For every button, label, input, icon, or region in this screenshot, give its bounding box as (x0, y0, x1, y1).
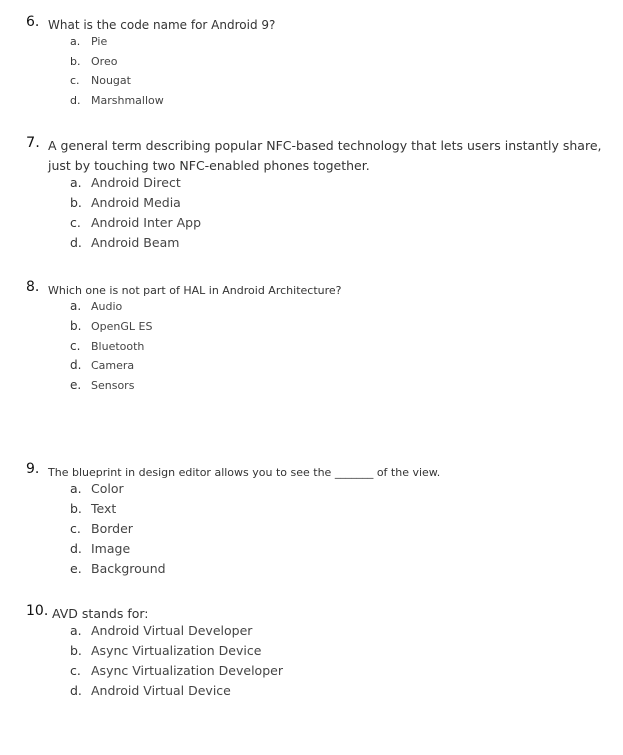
option-letter: c. (70, 74, 80, 87)
option-letter: d. (70, 235, 82, 250)
option-b (0, 54, 623, 74)
question-text: A general term describing popular NFC-based technology that lets users instantly share, just by touching two NFC-enabled phones together. (48, 138, 602, 173)
option-a (0, 481, 623, 501)
option-text: Camera (91, 359, 135, 373)
option-e (0, 561, 623, 581)
question-number: 7. (26, 135, 40, 151)
option-text: Pie (91, 35, 108, 48)
option-letter: a. (70, 481, 82, 496)
option-b (0, 501, 623, 521)
option-letter: c. (70, 215, 81, 230)
option-letter: c. (70, 521, 81, 536)
question-text: Which one is not part of HAL in Android Architecture? (48, 284, 342, 297)
option-letter: b. (70, 501, 82, 516)
option-text: Bluetooth (91, 339, 145, 353)
option-letter: a. (70, 299, 82, 313)
option-list (0, 481, 623, 581)
option-letter: e. (70, 378, 82, 393)
option-text: Border (91, 521, 133, 536)
question-number: 8. (26, 279, 40, 295)
question-stem (0, 14, 623, 34)
option-d (0, 93, 623, 113)
question-10 (0, 603, 623, 703)
option-letter: b. (70, 643, 82, 658)
question-number: 9. (26, 461, 40, 477)
option-letter: b. (70, 195, 82, 210)
option-c (0, 663, 623, 683)
option-text: Android Direct (91, 175, 181, 190)
option-list (0, 623, 623, 703)
question-stem (0, 135, 623, 175)
option-c (0, 521, 623, 541)
option-text: Android Virtual Developer (91, 623, 253, 638)
option-letter: e. (70, 561, 82, 576)
option-letter: c. (70, 663, 81, 678)
option-text: Async Virtualization Device (91, 643, 262, 658)
option-text: Sensors (91, 379, 135, 393)
option-d (0, 541, 623, 561)
option-b (0, 319, 623, 339)
question-text: What is the code name for Android 9? (48, 18, 276, 32)
option-text: Background (91, 561, 166, 576)
option-text: Android Virtual Device (91, 683, 231, 698)
option-text: Oreo (91, 54, 118, 68)
option-text: Color (91, 481, 124, 496)
option-d (0, 235, 623, 255)
option-text: Image (91, 541, 131, 556)
option-a (0, 34, 623, 54)
option-d (0, 358, 623, 378)
option-text: Marshmallow (91, 93, 164, 107)
option-b (0, 195, 623, 215)
option-text: Android Beam (91, 235, 180, 250)
question-text: AVD stands for: (52, 606, 149, 621)
option-list (0, 34, 623, 112)
option-letter: a. (70, 623, 82, 638)
option-a (0, 623, 623, 643)
option-letter: d. (70, 541, 82, 556)
question-9 (0, 461, 623, 581)
question-stem (0, 461, 623, 481)
option-text: Nougat (91, 74, 131, 87)
option-letter: b. (70, 318, 82, 333)
option-b (0, 643, 623, 663)
option-letter: d. (70, 358, 82, 373)
question-number: 10. (26, 603, 49, 619)
question-stem (0, 279, 623, 299)
option-letter: b. (70, 54, 81, 68)
option-list (0, 299, 623, 398)
question-7 (0, 135, 623, 255)
option-c (0, 73, 623, 93)
option-a (0, 299, 623, 319)
option-letter: a. (70, 35, 81, 48)
option-text: Audio (91, 300, 123, 313)
option-letter: d. (70, 93, 81, 107)
option-a (0, 175, 623, 195)
option-text: Android Inter App (91, 215, 202, 230)
option-letter: d. (70, 683, 82, 698)
option-text: OpenGL ES (91, 319, 153, 333)
question-8 (0, 279, 623, 398)
question-6 (0, 14, 623, 112)
option-e (0, 378, 623, 398)
option-letter: c. (70, 338, 81, 353)
option-text: Text (91, 501, 117, 516)
question-number: 6. (26, 14, 40, 30)
question-text: The blueprint in design editor allows you to see the _______ of the view. (48, 466, 441, 479)
option-text: Android Media (91, 195, 181, 210)
option-d (0, 683, 623, 703)
option-letter: a. (70, 175, 82, 190)
option-list (0, 175, 623, 255)
option-c (0, 215, 623, 235)
option-c (0, 339, 623, 359)
option-text: Async Virtualization Developer (91, 663, 283, 678)
question-stem (0, 603, 623, 623)
